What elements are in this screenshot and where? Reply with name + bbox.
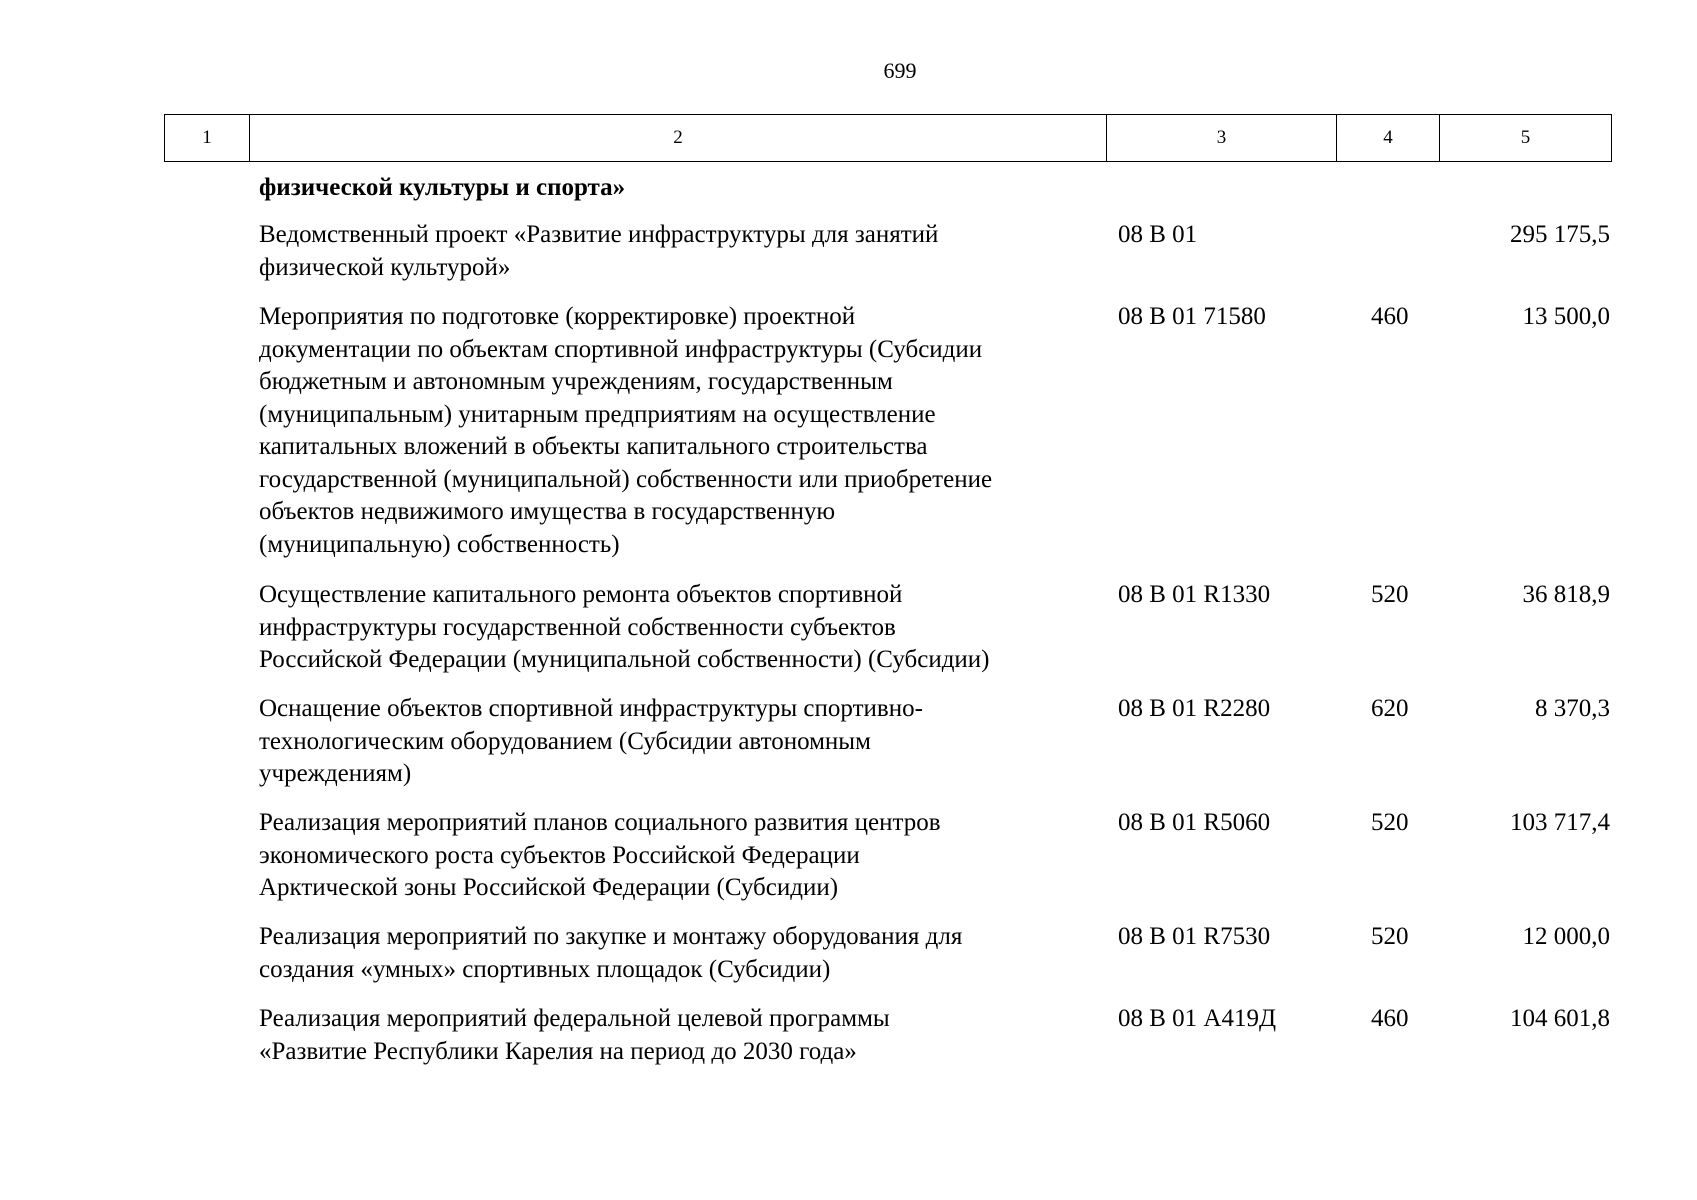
row-expense-type: 620	[1371, 695, 1409, 722]
row-amount: 12 000,0	[1522, 923, 1610, 950]
row-code: 08 В 01 А419Д	[1118, 1005, 1277, 1032]
row-amount: 104 601,8	[1510, 1005, 1610, 1032]
page-number: 699	[883, 58, 917, 83]
row-name: физической культуры и спорта»	[259, 174, 626, 201]
row-code: 08 В 01 R7530	[1118, 923, 1271, 950]
row-expense-type: 520	[1371, 809, 1409, 836]
row-amount: 13 500,0	[1522, 303, 1610, 330]
row-expense-type: 460	[1371, 1005, 1409, 1032]
row-code: 08 В 01 R5060	[1118, 809, 1271, 836]
column-header-3: 3	[1107, 115, 1337, 162]
row-expense-type: 520	[1371, 923, 1409, 950]
row-code: 08 В 01 R2280	[1118, 695, 1271, 722]
row-amount: 103 717,4	[1510, 809, 1610, 836]
column-header-4: 4	[1337, 115, 1440, 162]
row-name: Осуществление капитального ремонта объектов спортивной инфраструктуры государственной собственности субъектов Российской Федерации (муниципальной собственности) (Субсидии)	[259, 581, 990, 673]
column-header-2: 2	[250, 115, 1107, 162]
row-name: Реализация мероприятий по закупке и монтажу оборудования для создания «умных» спортивных площадок (Субсидии)	[259, 923, 963, 983]
row-code: 08 В 01 R1330	[1118, 581, 1271, 608]
row-name: Мероприятия по подготовке (корректировке) проектной документации по объектам спортивной инфраструктуры (Субсидии бюджетным и автономным учреждениям, государственным (муниципальным) унитарным предприятиям на осуществление капитальных вложений в объекты капитального строительства государственной (муниципальной) собственности или приобретение объектов недвижимого имущества в государственную (муниципальную) собственность)	[259, 303, 993, 558]
row-name: Реализация мероприятий федеральной целевой программы «Развитие Республики Карелия на период до 2030 года»	[259, 1005, 890, 1065]
row-name: Реализация мероприятий планов социального развития центров экономического роста субъектов Российской Федерации Арктической зоны Российской Федерации (Субсидии)	[259, 809, 941, 901]
column-header-5: 5	[1440, 115, 1612, 162]
row-amount: 36 818,9	[1522, 581, 1610, 608]
row-expense-type: 520	[1371, 581, 1409, 608]
row-name: Ведомственный проект «Развитие инфраструктуры для занятий физической культурой»	[259, 221, 939, 281]
row-expense-type: 460	[1371, 303, 1409, 330]
row-amount: 295 175,5	[1510, 221, 1610, 248]
column-header-1: 1	[165, 115, 250, 162]
row-amount: 8 370,3	[1535, 695, 1610, 722]
row-name: Оснащение объектов спортивной инфраструктуры спортивно- технологическим оборудованием (Субсидии автономным учреждениям)	[259, 695, 923, 787]
row-code: 08 В 01 71580	[1118, 303, 1266, 330]
row-code: 08 В 01	[1118, 221, 1198, 248]
